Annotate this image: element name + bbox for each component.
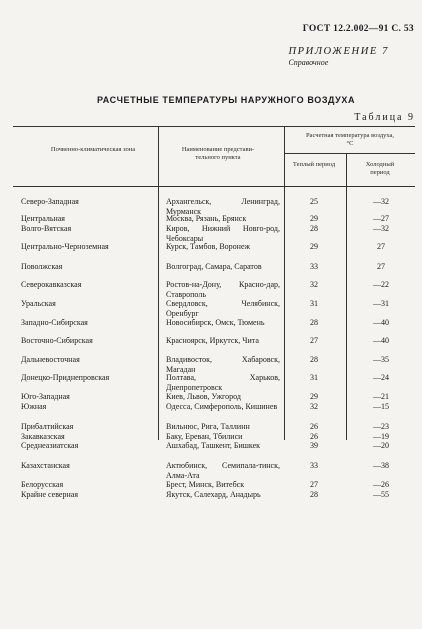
appendix-subtitle: Справочное — [288, 58, 329, 67]
zone-name: Дальневосточная — [21, 355, 80, 364]
warm-temp: 29 — [310, 392, 318, 401]
zone-name: Поволжская — [21, 262, 63, 271]
page-header: ГОСТ 12.2.002—91 С. 53 — [302, 24, 414, 34]
cold-temp: —40 — [373, 318, 389, 327]
zone-name: Казахстанская — [21, 461, 70, 470]
table-top-rule — [13, 126, 415, 127]
zone-name: Западно-Сибирская — [21, 318, 88, 327]
warm-temp: 31 — [310, 373, 318, 382]
representative-points: Актюбинск, Семипала-тинск, Алма-Ата — [166, 461, 280, 480]
warm-temp: 32 — [310, 402, 318, 411]
warm-temp: 33 — [310, 262, 318, 271]
zone-name: Восточно-Сибирская — [21, 336, 93, 345]
representative-points: Новосибирск, Омск, Тюмень — [166, 318, 265, 327]
document-title: РАСЧЕТНЫЕ ТЕМПЕРАТУРЫ НАРУЖНОГО ВОЗДУХА — [97, 95, 356, 105]
representative-points: Ашхабад, Ташкент, Бишкек — [166, 441, 261, 450]
representative-points: Полтава, Харьков, Днепропетровск — [166, 373, 280, 392]
zone-name: Юго-Западная — [21, 392, 70, 401]
header-points: Наименование представи-тельного пункта — [181, 146, 255, 161]
warm-temp: 27 — [310, 480, 318, 489]
header-divider — [284, 153, 415, 154]
warm-temp: 28 — [310, 355, 318, 364]
zone-name: Крайне северная — [21, 490, 78, 499]
representative-points: Москва, Рязань, Брянск — [166, 214, 247, 223]
cold-temp: —15 — [373, 402, 389, 411]
representative-points: Волгоград, Самара, Саратов — [166, 262, 262, 271]
warm-temp: 28 — [310, 224, 318, 233]
header-bottom-rule — [13, 186, 415, 187]
cold-temp: —20 — [373, 441, 389, 450]
cold-temp: —31 — [373, 299, 389, 308]
header-design-temp: Расчетная температура воздуха, °С — [305, 132, 395, 147]
cold-temp: —32 — [373, 197, 389, 206]
cold-temp: —35 — [373, 355, 389, 364]
zone-name: Закавказская — [21, 432, 65, 441]
cold-temp: —24 — [373, 373, 389, 382]
representative-points: Брест, Минск, Витебск — [166, 480, 245, 489]
zone-name: Волго-Вятская — [21, 224, 72, 233]
warm-temp: 31 — [310, 299, 318, 308]
cold-temp: —21 — [373, 392, 389, 401]
warm-temp: 29 — [310, 242, 318, 251]
table-label: Таблица 9 — [354, 112, 415, 123]
representative-points: Вильнюс, Рига, Таллинн — [166, 422, 250, 431]
zone-name: Белорусская — [21, 480, 64, 489]
header-warm-period: Теплый период — [292, 161, 336, 168]
appendix-title: ПРИЛОЖЕНИЕ 7 — [288, 46, 389, 57]
zone-name: Северо-Западная — [21, 197, 79, 206]
cold-temp: —55 — [373, 490, 389, 499]
representative-points: Красноярск, Иркутск, Чита — [166, 336, 259, 345]
representative-points: Курск, Тамбов, Воронеж — [166, 242, 251, 251]
header-zone: Почвенно-климатическая зона — [50, 146, 136, 153]
cold-temp: —32 — [373, 224, 389, 233]
warm-temp: 26 — [310, 432, 318, 441]
warm-temp: 39 — [310, 441, 318, 450]
warm-temp: 26 — [310, 422, 318, 431]
zone-name: Прибалтийская — [21, 422, 74, 431]
cold-temp: —23 — [373, 422, 389, 431]
representative-points: Якутск, Салехард, Анадырь — [166, 490, 261, 499]
header-cold-period: Холодный период — [365, 161, 395, 176]
representative-points: Баку, Ереван, Тбилиси — [166, 432, 243, 441]
zone-name: Среднеазиатская — [21, 441, 79, 450]
cold-temp: 27 — [377, 262, 385, 271]
representative-points: Свердловск, Челябинск, Оренбург — [166, 299, 280, 318]
representative-points: Киев, Львов, Ужгород — [166, 392, 241, 401]
representative-points: Архангельск, Ленинград, Мурманск — [166, 197, 280, 216]
cold-temp: —38 — [373, 461, 389, 470]
zone-name: Южная — [21, 402, 47, 411]
warm-temp: 27 — [310, 336, 318, 345]
warm-temp: 28 — [310, 490, 318, 499]
zone-name: Северокавказская — [21, 280, 82, 289]
cold-temp: —26 — [373, 480, 389, 489]
cold-temp: 27 — [377, 242, 385, 251]
appendix-block — [288, 46, 389, 67]
zone-name: Центральная — [21, 214, 65, 223]
zone-name: Уральская — [21, 299, 56, 308]
zone-name: Донецко-Приднепровская — [21, 373, 110, 382]
warm-temp: 32 — [310, 280, 318, 289]
cold-temp: —40 — [373, 336, 389, 345]
warm-temp: 28 — [310, 318, 318, 327]
cold-temp: —19 — [373, 432, 389, 441]
representative-points: Одесса, Симферополь, Кишинев — [166, 402, 278, 411]
warm-temp: 29 — [310, 214, 318, 223]
cold-temp: —22 — [373, 280, 389, 289]
cold-temp: —27 — [373, 214, 389, 223]
column-divider-3 — [346, 154, 347, 440]
representative-points: Владивосток, Хабаровск, Магадан — [166, 355, 280, 374]
warm-temp: 33 — [310, 461, 318, 470]
column-divider-2 — [284, 127, 285, 440]
zone-name: Центрально-Черноземная — [21, 242, 109, 251]
representative-points: Ростов-на-Дону, Красно-дар, Ставрополь — [166, 280, 280, 299]
warm-temp: 25 — [310, 197, 318, 206]
representative-points: Киров, Нижний Новго-род, Чебоксары — [166, 224, 280, 243]
